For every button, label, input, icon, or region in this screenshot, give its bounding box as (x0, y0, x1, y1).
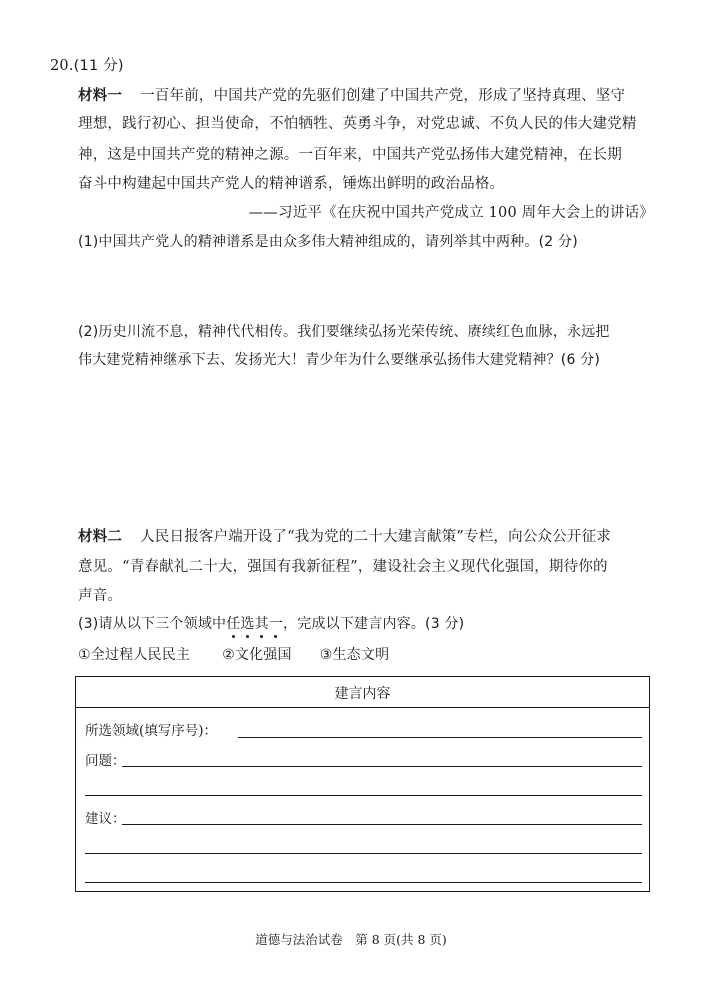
table-header: 建言内容 (334, 686, 391, 702)
question-2-line-1: (2)历史川流不息，精神代代相传。我们要继续弘扬光荣传统、赓续红色血脉，永远把 (78, 324, 610, 340)
q3-options (78, 645, 389, 665)
field-problem-input-line[interactable] (122, 766, 642, 767)
field-problem-label: 问题： (85, 753, 126, 769)
material2-line-2: 意见。“青春献礼二十大，强国有我新征程”，建设社会主义现代化强国，期待你的 (78, 559, 608, 575)
question-2-line-2: 伟大建党精神继承下去、发扬光大！青少年为什么要继承弘扬伟大建党精神？(6 分) (78, 352, 601, 368)
question-3-prefix: (3)请从以下三个领域中 (78, 616, 227, 632)
material1-line-1 (78, 86, 625, 106)
option-3: ③生态文明 (319, 647, 390, 663)
field-domain-label: 所选领域(填写序号)： (85, 723, 218, 739)
material1-text-1: 一百年前，中国共产党的先驱们创建了中国共产党，形成了坚持真理、坚守 (140, 88, 626, 104)
material2-line-3: 声音。 (78, 588, 123, 604)
material1-label: 材料一 (78, 88, 123, 104)
field-problem-input-line-2[interactable] (85, 795, 642, 796)
question-3-suffix: ，完成以下建言内容。(3 分) (283, 616, 465, 632)
field-suggestion-input-line[interactable] (122, 824, 642, 825)
field-suggestion-input-line-3[interactable] (85, 882, 642, 883)
question-1: (1)中国共产党人的精神谱系是由众多伟大精神组成的，请列举其中两种。(2 分) (78, 234, 578, 250)
field-suggestion-input-line-2[interactable] (85, 853, 642, 854)
material1-line-3: 神，这是中国共产党的精神之源。一百年来，中国共产党弘扬伟大建党精神，在长期 (78, 147, 622, 163)
page-footer: 道德与法治试卷 第 8 页(共 8 页) (255, 932, 447, 947)
emphasis-char: 任 (226, 616, 241, 632)
question-3 (78, 614, 464, 634)
suggestion-table (75, 676, 650, 892)
option-1: ①全过程人民民主 (78, 647, 191, 663)
question-header (50, 56, 124, 76)
material2-label: 材料二 (78, 529, 123, 545)
field-domain-input-line[interactable] (238, 737, 642, 738)
emphasis-char: 其 (254, 616, 269, 632)
option-2: ②文化强国 (222, 647, 292, 663)
field-suggestion-label: 建议： (85, 811, 126, 827)
material1-source: ——习近平《在庆祝中国共产党成立 100 周年大会上的讲话》 (248, 205, 654, 221)
material1-line-2: 理想，践行初心、担当使命，不怕牺牲、英勇斗争，对党忠诚、不负人民的伟大建党精 (78, 116, 637, 132)
material1-line-4: 奋斗中构建起中国共产党人的精神谱系，锤炼出鲜明的政治品格。 (78, 176, 505, 192)
material2-text-1: 人民日报客户端开设了“我为党的二十大建言献策”专栏，向公众公开征求 (140, 529, 612, 545)
question-number: 20. (50, 58, 74, 74)
emphasis-char: 选 (240, 616, 255, 632)
emphasis-char: 一 (268, 616, 284, 632)
table-header-divider (76, 707, 649, 708)
material2-line-1 (78, 527, 611, 547)
question-points: (11 分) (73, 58, 124, 74)
